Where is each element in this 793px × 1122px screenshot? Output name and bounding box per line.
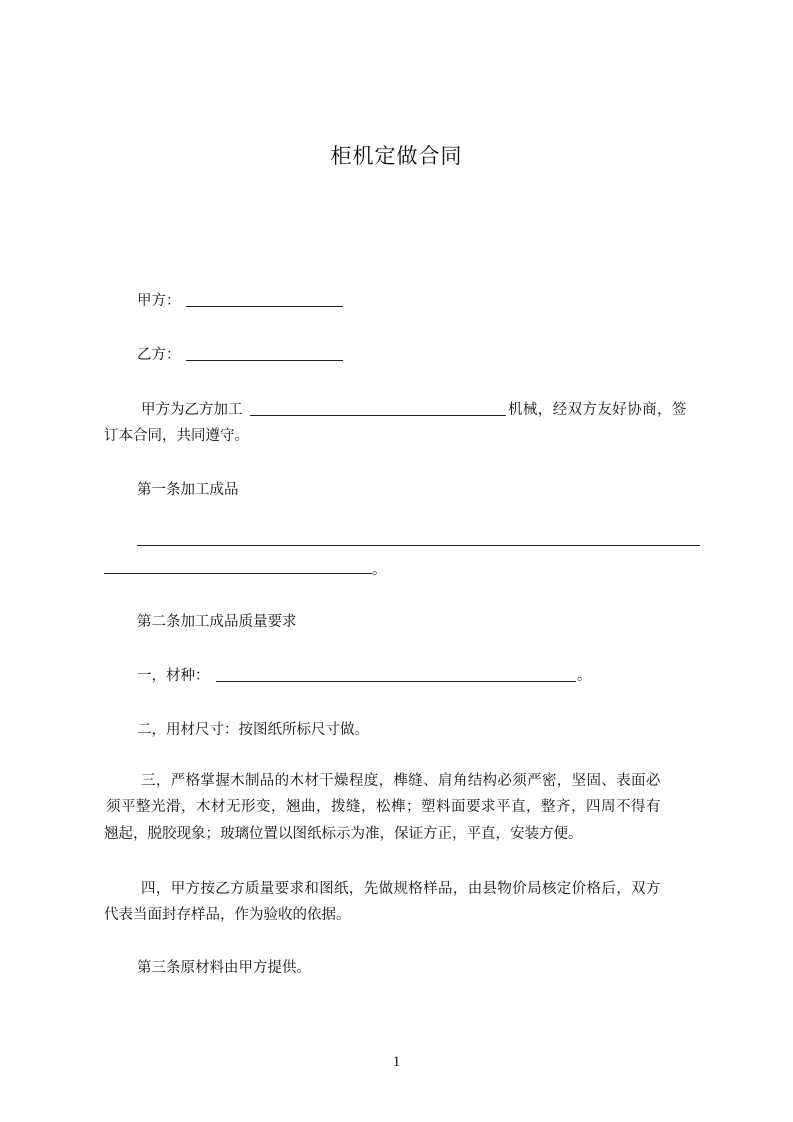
intro-part1: 甲方为乙方加工 (141, 402, 243, 418)
page-number: 1 (392, 1054, 401, 1070)
document-title: 柜机定做合同 (330, 144, 463, 168)
article-2-heading: 第二条加工成品质量要求 (137, 614, 297, 630)
article-2-item-1-label: 一，材种： (137, 668, 210, 684)
article-3-heading: 第三条原材料由甲方提供。 (137, 960, 311, 976)
article-2-item-3-line-1: 三，严格掌握木制品的木材干燥程度，榫缝、肩角结构必须严密，坚固、表面必 (141, 773, 661, 789)
party-b-blank (186, 360, 343, 361)
article-1-blank-line-2 (104, 573, 372, 574)
article-2-item-1-blank (216, 681, 576, 682)
party-a-label: 甲方： (137, 293, 181, 309)
article-2-item-3-line-2: 须平整光滑，木材无形变，翘曲，拨缝，松榫；塑料面要求平直，整齐，四周不得有 (106, 799, 661, 815)
article-2-item-4-line-1: 四，甲方按乙方质量要求和图纸，先做规格样品，由县物价局核定价格后，双方 (141, 881, 661, 897)
article-2-item-3-line-3: 翘起，脱胶现象；玻璃位置以图纸标示为准，保证方正，平直，安装方便。 (104, 826, 583, 842)
party-a-blank (186, 306, 343, 307)
intro-part2: 机械，经双方友好协商，签 (508, 402, 687, 418)
article-1-blank-line-1 (137, 545, 700, 546)
party-b-label: 乙方： (137, 347, 181, 363)
article-2-item-4-line-2: 代表当面封存样品，作为验收的依据。 (104, 907, 351, 923)
article-2-item-1-end: 。 (577, 668, 592, 684)
article-1-end-mark: 。 (372, 562, 387, 578)
article-1-heading: 第一条加工成品 (137, 482, 239, 498)
intro-blank (250, 415, 506, 416)
article-2-item-2: 二，用材尺寸：按图纸所标尺寸做。 (137, 722, 369, 738)
intro-line2: 订本合同，共同遵守。 (104, 428, 249, 444)
